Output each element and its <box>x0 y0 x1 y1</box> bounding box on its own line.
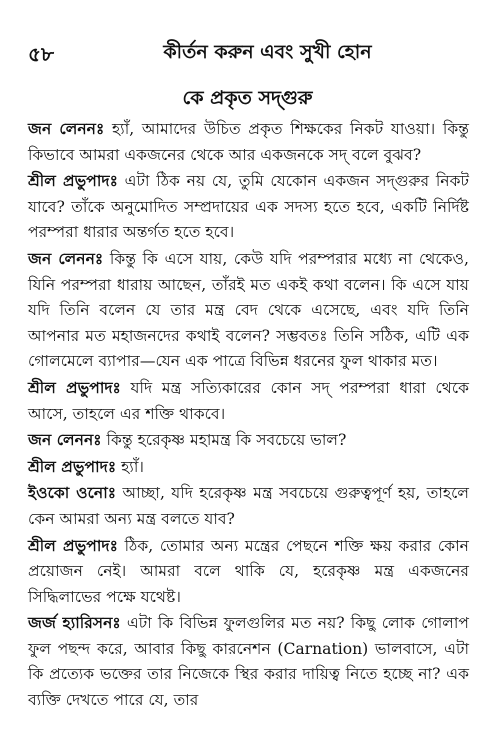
speaker-name: শ্রীল প্রভুপাদঃ <box>28 456 117 476</box>
speaker-name: জর্জ হ্যারিসনঃ <box>28 613 121 633</box>
speech-text: হ্যাঁ, আমাদের উচিত প্রকৃত শিক্ষকের নিকট যাওয়া। কিন্তু কিভাবে আমরা একজনের থেকে আর একজনকে সদ্ বলে বুঝব? <box>28 120 469 164</box>
speech-text: কিন্তু কি এসে যায়, কেউ যদি পরম্পরার মধ্যে না থেকেও, যিনি পরম্পরা ধারায় আছেন, তাঁরই মত একই কথা বলেন। কি এসে যায় যদি তিনি বলেন যে তার মন্ত্র বেদ থেকে এসেছে, এবং যদি তিনি আপনার মত মহাজনদের কথাই বলেন? সম্ভবতঃ তিনি সঠিক, এটি এক গোলমেলে ব্যাপার—যেন এক পাত্রে বিভিন্ন ধরনের ফুল থাকার মত। <box>28 249 469 371</box>
running-title: কীর্তন করুন এবং সুখী হোন <box>163 41 372 63</box>
speaker-name: জন লেননঃ <box>28 119 105 138</box>
dialogue-paragraph <box>28 168 469 246</box>
section-title: কে প্রকৃত সদ্গুরু <box>182 87 313 109</box>
speaker-name: জন লেননঃ <box>28 248 104 268</box>
dialogue-paragraph <box>28 116 469 168</box>
speech-text: আচ্ছা, যদি হরেকৃষ্ণ মন্ত্র সবচেয়ে গুরুত্বপূর্ণ হয়, তাহলে কেন আমরা অন্য মন্ত্র বলতে যাব? <box>28 484 469 528</box>
speaker-name: শ্রীল প্রভুপাদঃ <box>28 535 118 555</box>
dialogue-paragraph <box>28 454 469 481</box>
dialogue-body <box>28 116 469 714</box>
dialogue-paragraph <box>28 610 469 713</box>
speech-text: হ্যাঁ। <box>116 457 144 476</box>
dialogue-paragraph <box>28 375 469 427</box>
running-header <box>28 38 467 66</box>
speaker-name: শ্রীল প্রভুপাদঃ <box>28 171 118 191</box>
speaker-name: জন লেননঃ <box>28 430 102 450</box>
speech-text: ঠিক, তোমার অন্য মন্ত্রের পেছনে শক্তি ক্ষয় করার কোন প্রয়োজন নেই। আমরা বলে থাকি যে, হরেকৃষ্ণ মন্ত্র একজনের সিদ্ধিলাভের পক্ষে যথেষ্ট। <box>28 536 469 606</box>
page-number: ৫৮ <box>28 42 54 66</box>
speaker-name: শ্রীল প্রভুপাদঃ <box>28 377 121 397</box>
dialogue-paragraph <box>28 246 469 375</box>
dialogue-paragraph <box>28 533 469 611</box>
speech-text: কিন্তু হরেকৃষ্ণ মহামন্ত্র কি সবচেয়ে ভাল? <box>101 431 347 450</box>
dialogue-paragraph <box>28 427 469 454</box>
speech-text: এটা কি বিভিন্ন ফুলগুলির মত নয়? কিছু লোক গোলাপ ফুল পছন্দ করে, আবার কিছু কারনেশন (Carnation) ভালবাসে, এটা কি প্রত্যেক ভক্তের তার নিজেকে স্থির করার দায়িত্ব নিতে হচ্ছে না? এক ব্যক্তি দেখতে পারে যে, তার <box>28 614 470 710</box>
speech-text: যদি মন্ত্র সত্যিকারের কোন সদ্ পরম্পরা ধারা থেকে আসে, তাহলে এর শক্তি থাকবে। <box>28 378 469 423</box>
speech-text: এটা ঠিক নয় যে, তুমি যেকোন একজন সদ্গুরুর নিকট যাবে? তাঁকে অনুমোদিত সম্প্রদায়ের এক সদস্য হতে হবে, একটি নির্দিষ্ট পরম্পরা ধারার অন্তর্গত হতে হবে। <box>28 172 469 242</box>
dialogue-paragraph <box>28 480 469 532</box>
speaker-name: ইওকো ওনোঃ <box>28 483 117 503</box>
